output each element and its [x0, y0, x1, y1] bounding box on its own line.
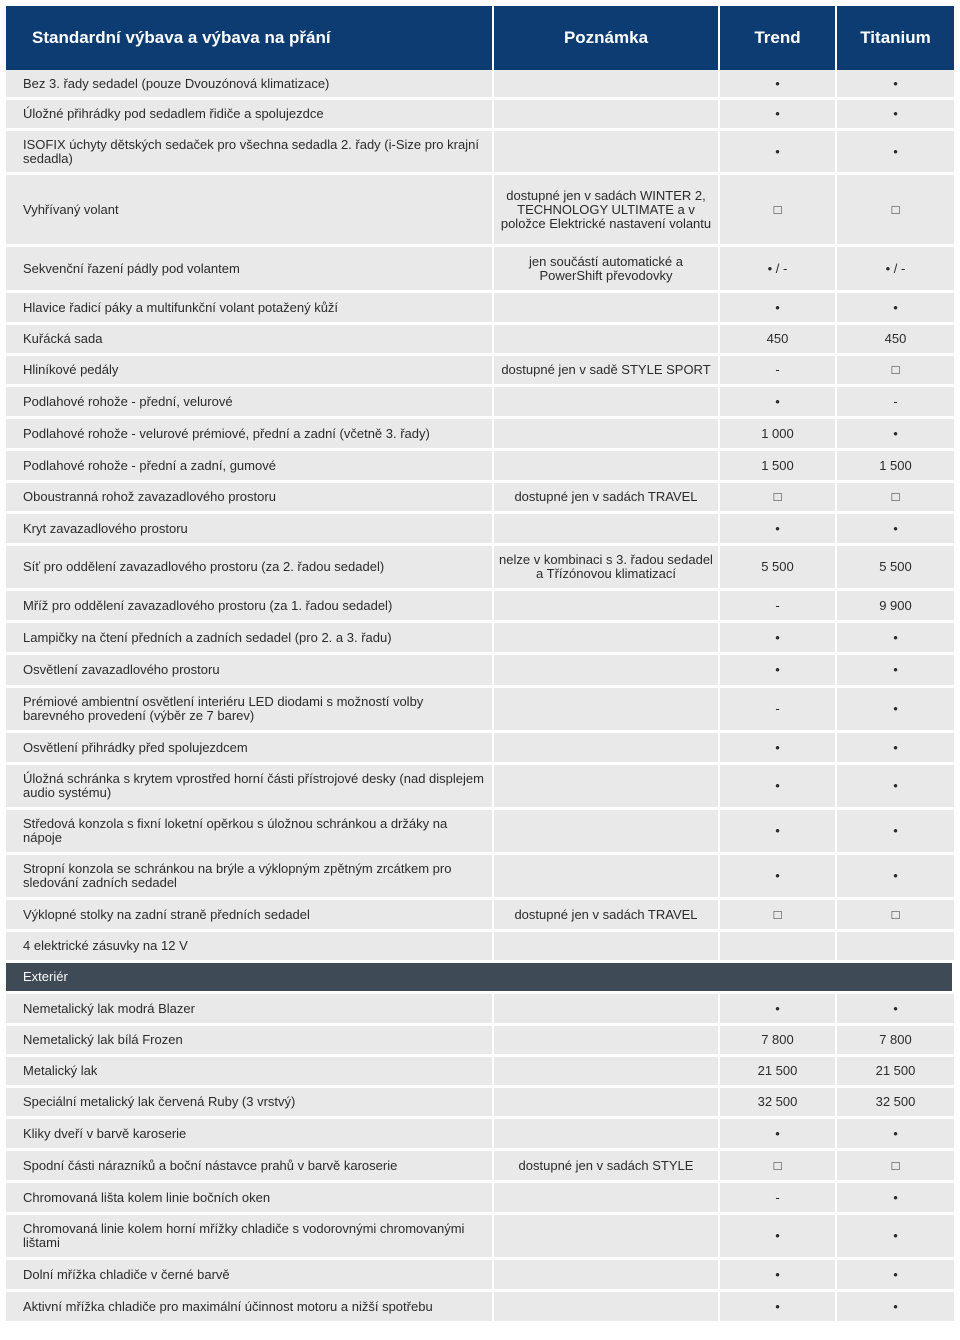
feature-cell: Kryt zavazadlového prostoru — [6, 514, 494, 546]
feature-cell: Nemetalický lak modrá Blazer — [6, 994, 494, 1026]
trend-cell: • — [720, 514, 837, 546]
feature-cell: Kuřácká sada — [6, 325, 494, 356]
feature-cell: Speciální metalický lak červená Ruby (3 vrstvý) — [6, 1088, 494, 1119]
note-cell — [494, 591, 720, 623]
note-cell — [494, 1026, 720, 1057]
note-cell — [494, 688, 720, 733]
feature-cell: Síť pro oddělení zavazadlového prostoru (za 2. řadou sedadel) — [6, 546, 494, 591]
table-row — [6, 100, 954, 131]
feature-cell: Středová konzola s fixní loketní opěrkou s úložnou schránkou a držáky na nápoje — [6, 810, 494, 855]
table-row — [6, 293, 954, 325]
trend-cell: • — [720, 293, 837, 325]
titanium-cell: • — [837, 514, 954, 546]
note-cell — [494, 1088, 720, 1119]
titanium-cell: • — [837, 1215, 954, 1260]
titanium-cell: - — [837, 387, 954, 419]
header-feature: Standardní výbava a výbava na přání — [6, 6, 494, 70]
table-row — [6, 131, 954, 175]
trend-cell: • — [720, 623, 837, 655]
table-row — [6, 900, 954, 932]
titanium-cell: 450 — [837, 325, 954, 356]
titanium-cell: • — [837, 765, 954, 810]
titanium-cell: □ — [837, 356, 954, 387]
trend-cell: 7 800 — [720, 1026, 837, 1057]
titanium-cell: • — [837, 1119, 954, 1151]
note-cell — [494, 100, 720, 131]
trend-cell: • — [720, 810, 837, 855]
titanium-cell: • — [837, 1183, 954, 1215]
table-row — [6, 325, 954, 356]
equipment-table — [6, 6, 954, 1324]
table-row — [6, 1151, 954, 1183]
table-row — [6, 623, 954, 655]
table-row — [6, 419, 954, 451]
note-cell: dostupné jen v sadách WINTER 2, TECHNOLOGY ULTIMATE a v položce Elektrické nastavení volantu — [494, 175, 720, 247]
trend-cell: • — [720, 765, 837, 810]
table-row — [6, 451, 954, 483]
trend-cell — [720, 932, 837, 963]
table-row — [6, 175, 954, 247]
header-trend: Trend — [720, 6, 837, 70]
feature-cell: Výklopné stolky na zadní straně předních sedadel — [6, 900, 494, 932]
note-cell: dostupné jen v sadách TRAVEL — [494, 900, 720, 932]
table-row — [6, 387, 954, 419]
titanium-cell: □ — [837, 483, 954, 514]
note-cell — [494, 1292, 720, 1324]
titanium-cell: 21 500 — [837, 1057, 954, 1088]
table-row — [6, 688, 954, 733]
note-cell — [494, 1183, 720, 1215]
feature-cell: Prémiové ambientní osvětlení interiéru LED diodami s možností volby barevného provedení (výběr ze 7 barev) — [6, 688, 494, 733]
note-cell — [494, 855, 720, 900]
trend-cell: 1 500 — [720, 451, 837, 483]
trend-cell: - — [720, 591, 837, 623]
table-row — [6, 655, 954, 688]
trend-cell: - — [720, 356, 837, 387]
feature-cell: Podlahové rohože - velurové prémiové, přední a zadní (včetně 3. řady) — [6, 419, 494, 451]
titanium-cell: □ — [837, 175, 954, 247]
trend-cell: • — [720, 994, 837, 1026]
trend-cell: • — [720, 387, 837, 419]
trend-cell: □ — [720, 175, 837, 247]
titanium-cell: • — [837, 623, 954, 655]
note-cell — [494, 733, 720, 765]
section-title: Exteriér — [6, 963, 954, 994]
trend-cell: □ — [720, 1151, 837, 1183]
titanium-cell: □ — [837, 900, 954, 932]
titanium-cell: • — [837, 655, 954, 688]
table-row — [6, 514, 954, 546]
note-cell — [494, 1057, 720, 1088]
feature-cell: Hliníkové pedály — [6, 356, 494, 387]
feature-cell: Lampičky na čtení předních a zadních sedadel (pro 2. a 3. řadu) — [6, 623, 494, 655]
section-header-row — [6, 963, 954, 994]
feature-cell: Nemetalický lak bílá Frozen — [6, 1026, 494, 1057]
table-row — [6, 591, 954, 623]
note-cell: nelze v kombinaci s 3. řadou sedadel a Třízónovou klimatizací — [494, 546, 720, 591]
trend-cell: 450 — [720, 325, 837, 356]
feature-cell: Osvětlení přihrádky před spolujezdcem — [6, 733, 494, 765]
trend-cell: 32 500 — [720, 1088, 837, 1119]
note-cell: dostupné jen v sadách STYLE — [494, 1151, 720, 1183]
titanium-cell: • — [837, 994, 954, 1026]
table-row — [6, 1183, 954, 1215]
table-row — [6, 994, 954, 1026]
titanium-cell: • / - — [837, 247, 954, 293]
feature-cell: Mříž pro oddělení zavazadlového prostoru (za 1. řadou sedadel) — [6, 591, 494, 623]
titanium-cell: 1 500 — [837, 451, 954, 483]
note-cell — [494, 387, 720, 419]
table-row — [6, 1292, 954, 1324]
titanium-cell: • — [837, 293, 954, 325]
feature-cell: Metalický lak — [6, 1057, 494, 1088]
titanium-cell: 7 800 — [837, 1026, 954, 1057]
table-row — [6, 855, 954, 900]
table-row — [6, 70, 954, 100]
trend-cell: □ — [720, 900, 837, 932]
feature-cell: Vyhřívaný volant — [6, 175, 494, 247]
feature-cell: Chromovaná linie kolem horní mřížky chladiče s vodorovnými chromovanými lištami — [6, 1215, 494, 1260]
note-cell — [494, 451, 720, 483]
titanium-cell: • — [837, 1260, 954, 1292]
titanium-cell: • — [837, 131, 954, 175]
table-row — [6, 546, 954, 591]
titanium-cell: □ — [837, 1151, 954, 1183]
feature-cell: Spodní části nárazníků a boční nástavce prahů v barvě karoserie — [6, 1151, 494, 1183]
trend-cell: • — [720, 1215, 837, 1260]
feature-cell: 4 elektrické zásuvky na 12 V — [6, 932, 494, 963]
note-cell — [494, 1215, 720, 1260]
table-row — [6, 810, 954, 855]
trend-cell: • — [720, 655, 837, 688]
table-row — [6, 1215, 954, 1260]
table-row — [6, 1026, 954, 1057]
table-row — [6, 1260, 954, 1292]
table-row — [6, 247, 954, 293]
table-row — [6, 356, 954, 387]
note-cell — [494, 293, 720, 325]
trend-cell: • — [720, 70, 837, 100]
titanium-cell: • — [837, 733, 954, 765]
trend-cell: • — [720, 733, 837, 765]
table-row — [6, 932, 954, 963]
note-cell — [494, 419, 720, 451]
trend-cell: • — [720, 855, 837, 900]
note-cell: dostupné jen v sadách TRAVEL — [494, 483, 720, 514]
header-note: Poznámka — [494, 6, 720, 70]
titanium-cell: • — [837, 419, 954, 451]
feature-cell: Podlahové rohože - přední a zadní, gumové — [6, 451, 494, 483]
trend-cell: 5 500 — [720, 546, 837, 591]
feature-cell: Dolní mřížka chladiče v černé barvě — [6, 1260, 494, 1292]
table-row — [6, 483, 954, 514]
trend-cell: 21 500 — [720, 1057, 837, 1088]
titanium-cell: • — [837, 1292, 954, 1324]
note-cell — [494, 131, 720, 175]
feature-cell: Úložná schránka s krytem vprostřed horní části přístrojové desky (nad displejem audio systému) — [6, 765, 494, 810]
titanium-cell: • — [837, 688, 954, 733]
equipment-table-container — [6, 6, 954, 1324]
titanium-cell: • — [837, 855, 954, 900]
header-titanium: Titanium — [837, 6, 954, 70]
titanium-cell: • — [837, 810, 954, 855]
feature-cell: Kliky dveří v barvě karoserie — [6, 1119, 494, 1151]
titanium-cell: 9 900 — [837, 591, 954, 623]
feature-cell: Hlavice řadicí páky a multifunkční volant potažený kůží — [6, 293, 494, 325]
table-row — [6, 1057, 954, 1088]
trend-cell: • — [720, 1292, 837, 1324]
table-body — [6, 70, 954, 1324]
feature-cell: Úložné přihrádky pod sedadlem řidiče a spolujezdce — [6, 100, 494, 131]
trend-cell: • / - — [720, 247, 837, 293]
note-cell — [494, 932, 720, 963]
note-cell: dostupné jen v sadě STYLE SPORT — [494, 356, 720, 387]
feature-cell: Chromovaná lišta kolem linie bočních oken — [6, 1183, 494, 1215]
note-cell: jen součástí automatické a PowerShift převodovky — [494, 247, 720, 293]
trend-cell: □ — [720, 483, 837, 514]
titanium-cell: • — [837, 70, 954, 100]
table-row — [6, 765, 954, 810]
table-row — [6, 1119, 954, 1151]
note-cell — [494, 325, 720, 356]
feature-cell: Oboustranná rohož zavazadlového prostoru — [6, 483, 494, 514]
trend-cell: - — [720, 688, 837, 733]
feature-cell: Bez 3. řady sedadel (pouze Dvouzónová klimatizace) — [6, 70, 494, 100]
feature-cell: Osvětlení zavazadlového prostoru — [6, 655, 494, 688]
titanium-cell: 5 500 — [837, 546, 954, 591]
table-row — [6, 1088, 954, 1119]
trend-cell: 1 000 — [720, 419, 837, 451]
feature-cell: Stropní konzola se schránkou na brýle a výklopným zpětným zrcátkem pro sledování zadních sedadel — [6, 855, 494, 900]
titanium-cell — [837, 932, 954, 963]
trend-cell: • — [720, 1260, 837, 1292]
feature-cell: Aktivní mřížka chladiče pro maximální účinnost motoru a nižší spotřebu — [6, 1292, 494, 1324]
note-cell — [494, 765, 720, 810]
feature-cell: ISOFIX úchyty dětských sedaček pro všechna sedadla 2. řady (i-Size pro krajní sedadla) — [6, 131, 494, 175]
note-cell — [494, 810, 720, 855]
note-cell — [494, 514, 720, 546]
trend-cell: • — [720, 1119, 837, 1151]
note-cell — [494, 623, 720, 655]
note-cell — [494, 1260, 720, 1292]
feature-cell: Sekvenční řazení pádly pod volantem — [6, 247, 494, 293]
note-cell — [494, 70, 720, 100]
trend-cell: - — [720, 1183, 837, 1215]
note-cell — [494, 994, 720, 1026]
feature-cell: Podlahové rohože - přední, velurové — [6, 387, 494, 419]
table-row — [6, 733, 954, 765]
note-cell — [494, 1119, 720, 1151]
trend-cell: • — [720, 100, 837, 131]
titanium-cell: • — [837, 100, 954, 131]
titanium-cell: 32 500 — [837, 1088, 954, 1119]
note-cell — [494, 655, 720, 688]
table-header-row — [6, 6, 954, 70]
trend-cell: • — [720, 131, 837, 175]
